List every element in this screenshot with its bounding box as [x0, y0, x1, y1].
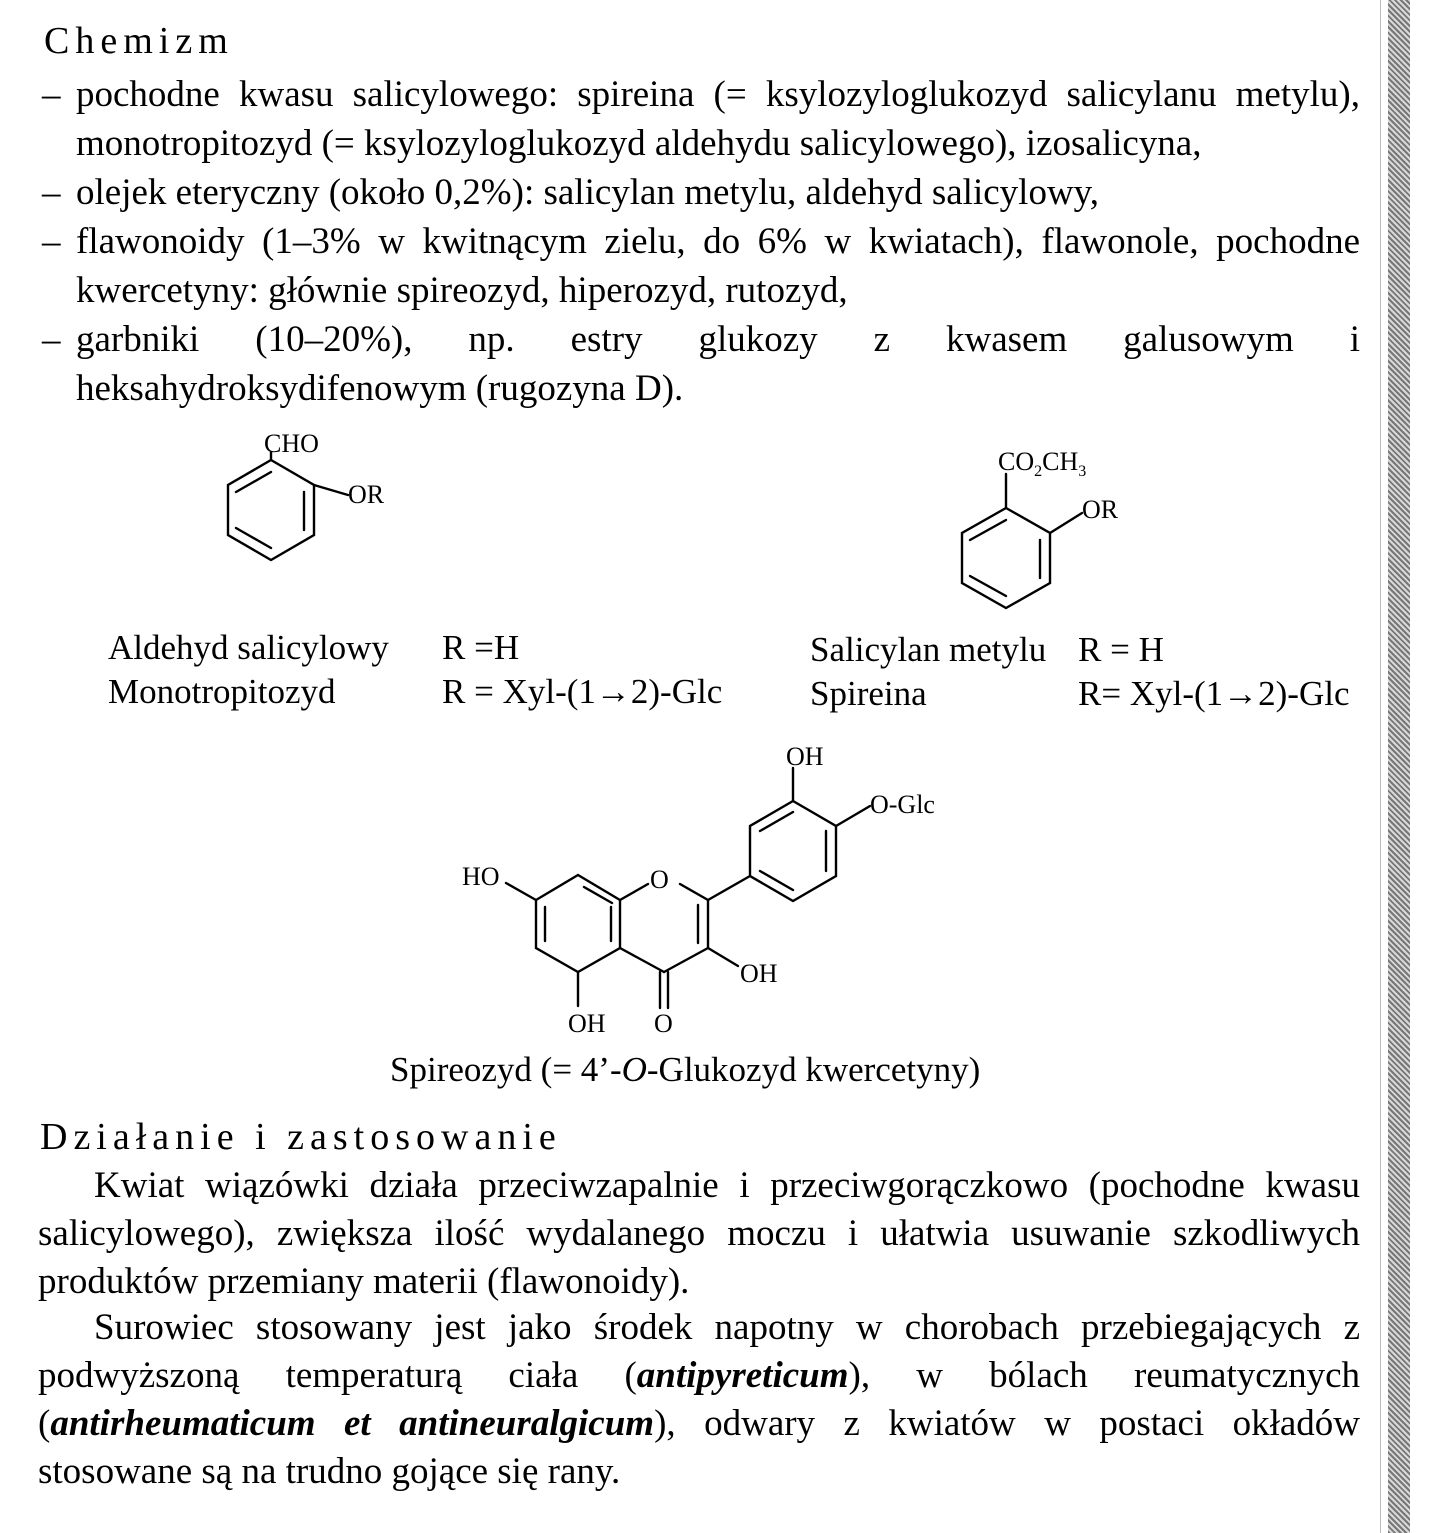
- paragraph: Surowiec stosowany jest jako środek napotny w chorobach przebiegających z podwyższoną temperaturą ciała (antipyreticum), w bólach reumatycznych (antirheumaticum et antineuralgicum), odwary z kwiatów w postaci okładów stosowane są na trudno gojące się rany.: [38, 1307, 1361, 1492]
- paragraph: Kwiat wiązówki działa przeciwzapalnie i przeciwgorączkowo (pochodne kwasu salicylowego), zwiększa ilość wydalanego moczu i ułatwia usuwanie szkodliwych produktów przemiany materii (flawonoidy).: [38, 1165, 1360, 1302]
- co2ch3-label: $CO_2CH_3$: [998, 447, 1087, 480]
- methyl-salicylate-structure: [962, 474, 1082, 608]
- heading-dzialanie: Działanie i zastosowanie: [40, 1116, 562, 1158]
- or-label: OR: [348, 480, 385, 509]
- list-item: – flawonoidy (1–3% w kwitnącym zielu, do 6% w kwiatach), flawonole, pochodne kwercetyny: głównie spireozyd, hiperozyd, rutozyd,: [42, 221, 1360, 311]
- structure-r-value: R= Xyl-(1→2)-Glc: [1078, 674, 1350, 713]
- structure-r-value: R =H: [442, 628, 520, 667]
- structure-name: Aldehyd salicylowy: [108, 628, 389, 667]
- ring-oxygen-label: O: [650, 865, 669, 894]
- structure-name: Salicylan metylu: [810, 630, 1047, 669]
- carbonyl-oxygen-label: O: [654, 1009, 673, 1038]
- list-item: – olejek eteryczny (około 0,2%): salicylan metylu, aldehyd salicylowy,: [42, 172, 1100, 213]
- ho-label: HO: [462, 862, 500, 891]
- structure-name: Monotropitozyd: [108, 672, 336, 711]
- oh-top-label: OH: [786, 742, 824, 771]
- structure-r-value: R = H: [1078, 630, 1164, 669]
- salicylaldehyde-structure: [228, 452, 348, 560]
- heading-chemizm: Chemizm: [44, 20, 234, 62]
- spireoside-structure: [506, 768, 870, 1008]
- cho-label: CHO: [264, 429, 319, 458]
- structure-name: Spireina: [810, 674, 927, 713]
- spireoside-caption: Spireozyd (= 4’-O-Glukozyd kwercetyny): [390, 1050, 981, 1089]
- list-item: – garbniki (10–20%), np. estry glukozy z kwasem galusowym i heksahydroksydifenowym (rugozyna D).: [42, 319, 1360, 409]
- o-glc-label: O-Glc: [870, 790, 935, 819]
- oh-3-label: OH: [740, 959, 778, 988]
- structure-r-value: R = Xyl-(1→2)-Glc: [442, 672, 723, 711]
- oh-5-label: OH: [568, 1009, 606, 1038]
- or-label: OR: [1082, 495, 1119, 524]
- list-item: – pochodne kwasu salicylowego: spireina (= ksylozyloglukozyd salicylanu metylu), monotropitozyd (= ksylozyloglukozyd aldehydu salicylowego), izosalicyna,: [42, 74, 1360, 164]
